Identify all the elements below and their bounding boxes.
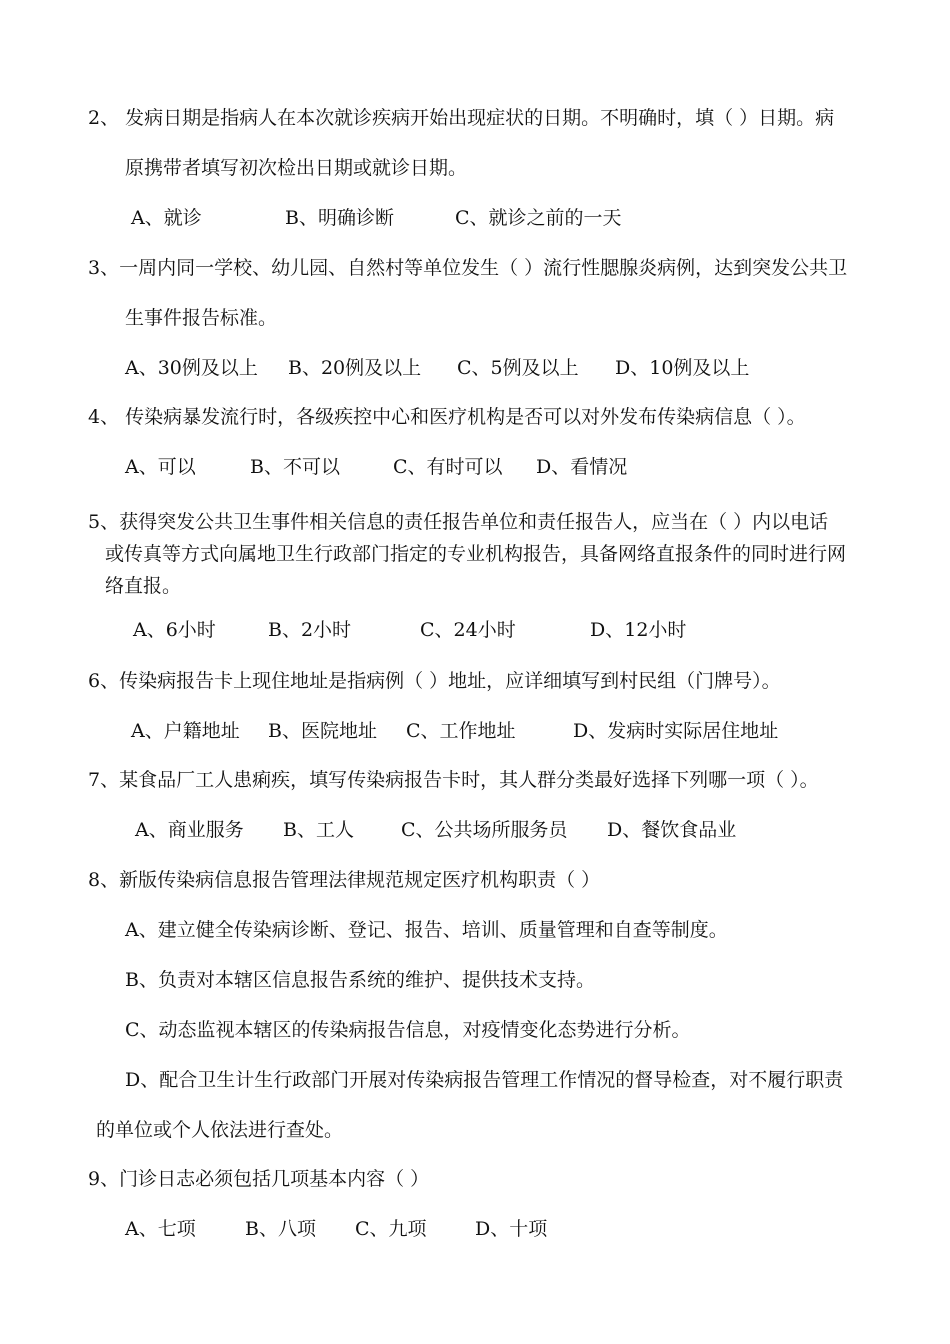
question-3-option-c: C、5例及以上 [457,357,579,379]
question-6-option-b: B、医院地址 [268,720,377,742]
question-4-option-a: A、可以 [125,456,196,478]
question-5-line-3: 络直报。 [105,575,182,597]
question-4-option-b: B、不可以 [250,456,340,478]
question-9-option-c: C、九项 [355,1218,427,1240]
question-2-option-a: A、就诊 [131,207,202,229]
question-2-line-2: 原携带者填写初次检出日期或就诊日期。 [125,157,468,179]
question-5-option-b: B、2小时 [268,619,352,641]
question-8-option-d-line-2: 的单位或个人依法进行查处。 [96,1119,344,1141]
question-8-line-1: 8、新版传染病信息报告管理法律规范规定医疗机构职责（ ） [88,869,601,891]
question-6-line-1: 6、传染病报告卡上现住地址是指病例（ ）地址，应详细填写到村民组（门牌号）。 [88,670,781,692]
question-6-option-c: C、工作地址 [406,720,516,742]
question-5-option-c: C、24小时 [420,619,516,641]
question-2-option-c: C、就诊之前的一天 [455,207,622,229]
question-8-option-c: C、动态监视本辖区的传染病报告信息，对疫情变化态势进行分析。 [125,1019,691,1041]
question-6-option-d: D、发病时实际居住地址 [573,720,779,742]
question-5-line-1: 5、获得突发公共卫生事件相关信息的责任报告单位和责任报告人，应当在（ ）内以电话 [88,511,829,533]
question-7-option-a: A、商业服务 [135,819,244,841]
question-2-option-b: B、明确诊断 [285,207,394,229]
question-9-line-1: 9、门诊日志必须包括几项基本内容（ ） [88,1168,430,1190]
question-2-line-1: 2、 发病日期是指病人在本次就诊疾病开始出现症状的日期。不明确时，填（ ）日期。病 [88,107,835,129]
question-8-option-a: A、建立健全传染病诊断、登记、报告、培训、质量管理和自查等制度。 [125,919,728,941]
question-9-option-a: A、七项 [125,1218,196,1240]
question-8-option-d-line-1: D、配合卫生计生行政部门开展对传染病报告管理工作情况的督导检查，对不履行职责 [125,1069,844,1091]
question-5-option-d: D、12小时 [590,619,687,641]
question-5-line-2: 或传真等方式向属地卫生行政部门指定的专业机构报告，具备网络直报条件的同时进行网 [105,543,847,565]
question-7-line-1: 7、某食品厂工人患痢疾，填写传染病报告卡时，其人群分类最好选择下列哪一项（ ）。 [88,769,819,791]
question-9-option-d: D、十项 [475,1218,548,1240]
question-9-option-b: B、八项 [245,1218,316,1240]
question-4-option-d: D、看情况 [536,456,628,478]
question-4-option-c: C、有时可以 [393,456,503,478]
question-7-option-c: C、公共场所服务员 [401,819,568,841]
question-7-option-d: D、餐饮食品业 [607,819,737,841]
question-3-line-1: 3、一周内同一学校、幼儿园、自然村等单位发生（ ）流行性腮腺炎病例，达到突发公共卫 [88,257,848,279]
question-3-line-2: 生事件报告标准。 [125,307,278,329]
question-8-option-b: B、负责对本辖区信息报告系统的维护、提供技术支持。 [125,969,595,991]
question-5-option-a: A、6小时 [133,619,216,641]
question-7-option-b: B、工人 [283,819,354,841]
question-3-option-b: B、20例及以上 [288,357,422,379]
question-3-option-d: D、10例及以上 [615,357,750,379]
question-4-line-1: 4、 传染病暴发流行时，各级疾控中心和医疗机构是否可以对外发布传染病信息（ ）。 [88,406,806,428]
question-3-option-a: A、30例及以上 [125,357,258,379]
question-6-option-a: A、户籍地址 [131,720,240,742]
